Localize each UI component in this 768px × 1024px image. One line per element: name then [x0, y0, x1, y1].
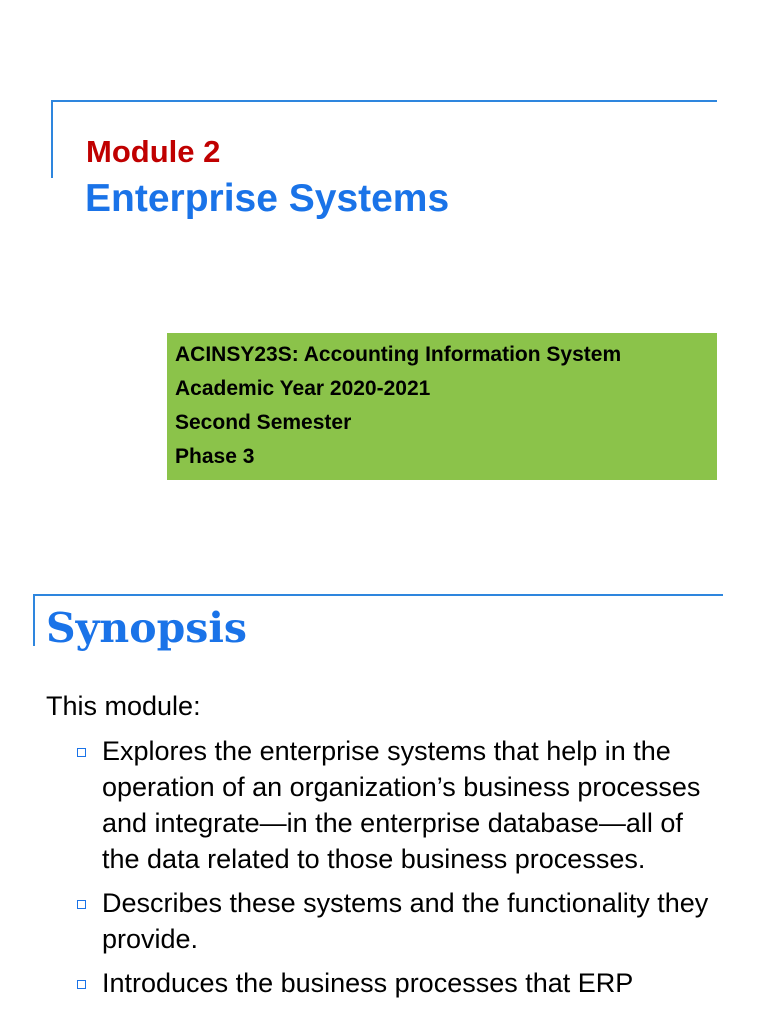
synopsis-title: Synopsis [46, 604, 247, 652]
bullet-text: Introduces the business processes that ERP [102, 968, 634, 998]
square-bullet-icon [77, 980, 86, 989]
bullet-item [73, 733, 723, 877]
synopsis-frame-left-rule [33, 594, 35, 646]
course-code-line: ACINSY23S: Accounting Information System [175, 343, 622, 366]
title-frame-top-rule [51, 100, 717, 102]
module-title: Enterprise Systems [85, 177, 450, 220]
synopsis-frame-top-rule [33, 594, 723, 596]
bullet-item [73, 885, 723, 957]
bullet-text: Explores the enterprise systems that help in the operation of an organization’s business processes and integrate—in the enterprise database—all of the data related to those business processes. [102, 736, 701, 874]
square-bullet-icon [77, 748, 86, 757]
semester-line: Second Semester [175, 411, 352, 434]
bullet-text: Describes these systems and the functionality they provide. [102, 888, 709, 954]
synopsis-intro: This module: [46, 691, 201, 721]
synopsis-bullet-list [73, 733, 723, 1009]
academic-year-line: Academic Year 2020-2021 [175, 377, 431, 400]
title-frame-left-rule [51, 100, 53, 178]
square-bullet-icon [77, 900, 86, 909]
bullet-item [73, 965, 723, 1001]
module-label: Module 2 [86, 134, 221, 169]
course-info-box [167, 333, 717, 480]
synopsis-slide [0, 560, 768, 1024]
phase-line: Phase 3 [175, 445, 255, 468]
